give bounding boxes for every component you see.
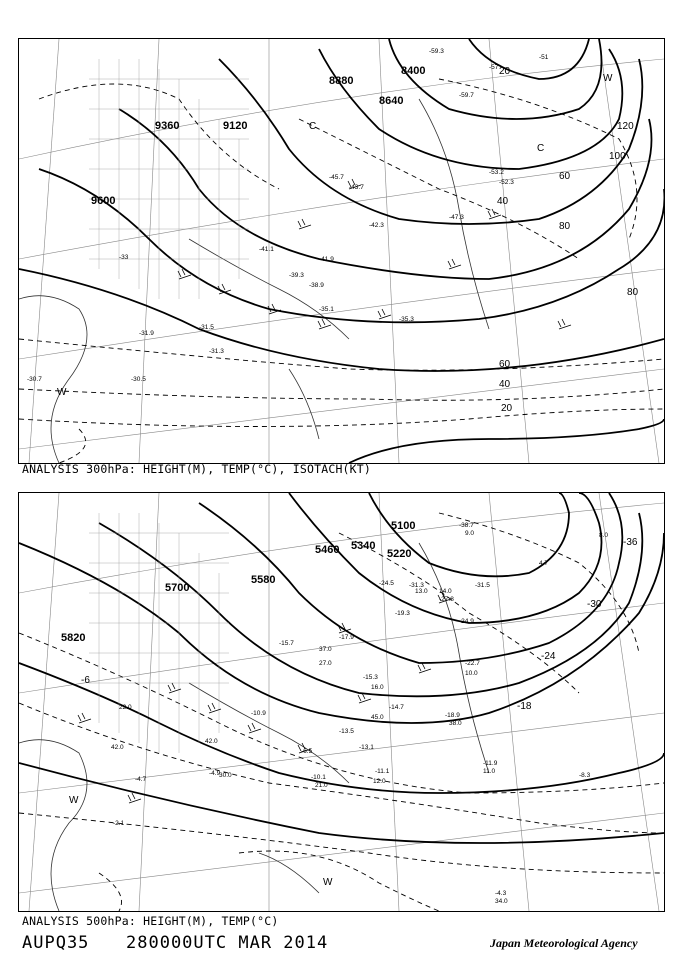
caption-500hpa: ANALYSIS 500hPa: HEIGHT(M), TEMP(°C) — [22, 914, 279, 928]
temp-label: -42.3 — [369, 222, 384, 229]
station-label: -2.1 — [113, 820, 125, 827]
temp-label: -45.7 — [329, 174, 344, 181]
height-label: 8400 — [401, 65, 426, 77]
station-label: -24.9 — [459, 618, 474, 625]
temp-label: -31.3 — [209, 348, 224, 355]
temp-label: -41.1 — [259, 246, 274, 253]
temp-label: -38.9 — [309, 282, 324, 289]
map-500hpa-svg — [19, 493, 664, 911]
height-label: 5100 — [391, 520, 416, 532]
isotach-label: 80 — [559, 221, 571, 232]
height-label: 5580 — [251, 574, 276, 586]
temp-label: -39.3 — [289, 272, 304, 279]
station-value: 10.0 — [465, 670, 478, 677]
station-label: -31.3 — [409, 582, 424, 589]
height-label: 5700 — [165, 582, 190, 594]
station-label: -14.7 — [389, 704, 404, 711]
temp-contour-label: -36 — [623, 537, 638, 548]
temp-label: -47.3 — [449, 214, 464, 221]
temp-label: -31.5 — [199, 324, 214, 331]
isotach-label: 40 — [497, 196, 509, 207]
station-label: -17.9 — [339, 634, 354, 641]
station-value: 30.0 — [219, 772, 232, 779]
height-label: 5220 — [387, 548, 412, 560]
station-label: -8.3 — [579, 772, 591, 779]
warm-mark: W — [69, 795, 79, 806]
station-label: -24.5 — [379, 580, 394, 587]
station-value: 16.0 — [371, 684, 384, 691]
wind-barbs — [78, 593, 451, 803]
isotach-label: 60 — [499, 359, 511, 370]
temp-label: -59.7 — [459, 92, 474, 99]
station-label: -11.9 — [483, 760, 498, 767]
map-300hpa — [18, 38, 665, 464]
station-value: 8.0 — [599, 532, 609, 539]
station-label: -4.9 — [209, 770, 221, 777]
coastline — [19, 99, 489, 463]
station-value: 21.0 — [315, 782, 328, 789]
station-value: 11.0 — [483, 768, 496, 775]
station-value: 42.0 — [111, 744, 124, 751]
station-value: 4.7 — [539, 560, 549, 567]
station-value: 38.0 — [449, 720, 462, 727]
temp-label: -57 — [489, 64, 499, 71]
station-value: 45.0 — [371, 714, 384, 721]
map-500hpa — [18, 492, 665, 912]
station-label: -4.7 — [135, 776, 147, 783]
isotherm-lines — [19, 513, 664, 911]
station-value: 12.0 — [373, 778, 386, 785]
station-label: -15.3 — [363, 674, 378, 681]
temp-label: -35.1 — [319, 306, 334, 313]
station-label: -6.5 — [301, 748, 313, 755]
temp-label: -51 — [539, 54, 549, 61]
temp-label: -35.3 — [399, 316, 414, 323]
station-value: 9.0 — [465, 530, 475, 537]
station-label: -15.7 — [279, 640, 294, 647]
station-label: -38.7 — [459, 522, 474, 529]
station-value: 27.0 — [319, 660, 332, 667]
analysis-time: 280000UTC MAR 2014 — [126, 933, 329, 953]
station-value: 37.0 — [319, 646, 332, 653]
isotach-label: 60 — [559, 171, 571, 182]
temp-contour-label: -6 — [81, 675, 90, 686]
isotach-label: 120 — [617, 121, 634, 132]
temp-label: -52.3 — [499, 179, 514, 186]
height-label: 5340 — [351, 540, 376, 552]
station-label: -10.1 — [311, 774, 326, 781]
isotach-label: 100 — [609, 151, 626, 162]
station-label: -31.5 — [475, 582, 490, 589]
station-label: -18.9 — [445, 712, 460, 719]
map-300hpa-svg — [19, 39, 664, 463]
station-label: -27.8 — [439, 596, 454, 603]
station-label: -4.3 — [495, 890, 507, 897]
station-label: -10.9 — [251, 710, 266, 717]
temp-label: -31.9 — [139, 330, 154, 337]
isotach-label: 40 — [499, 379, 511, 390]
temp-label: -43.7 — [349, 184, 364, 191]
temp-contour-label: -24 — [541, 651, 556, 662]
height-label: 5820 — [61, 632, 86, 644]
isotach-label: 20 — [499, 66, 511, 77]
station-label: -22.7 — [465, 660, 480, 667]
isotach-label: 20 — [501, 403, 513, 414]
hatch-region — [89, 513, 229, 753]
cold-mark: C — [537, 143, 545, 154]
temp-label: -53.2 — [489, 169, 504, 176]
temp-contour-label: -18 — [517, 701, 532, 712]
temp-label: -30.7 — [27, 376, 42, 383]
height-label: 9360 — [155, 120, 180, 132]
station-value: 42.0 — [205, 738, 218, 745]
height-label: 9600 — [91, 195, 116, 207]
height-label: 5460 — [315, 544, 340, 556]
station-label: -11.1 — [375, 768, 390, 775]
temp-label: -41.9 — [319, 256, 334, 263]
height-label: 8640 — [379, 95, 404, 107]
agency-name: Japan Meteorological Agency — [490, 936, 638, 950]
temp-label: -59.3 — [429, 48, 444, 55]
isotach-label: 80 — [627, 287, 639, 298]
station-label: -13.1 — [359, 744, 374, 751]
warm-mark: W — [57, 387, 67, 398]
station-value: 22.0 — [119, 704, 132, 711]
isotherm-lines — [19, 79, 664, 463]
temp-label: -30.5 — [131, 376, 146, 383]
station-label: -13.5 — [339, 728, 354, 735]
station-value: 13.0 — [415, 588, 428, 595]
temp-contour-label: -30 — [587, 599, 602, 610]
temp-label: -33 — [119, 254, 129, 261]
hatch-region — [89, 59, 249, 299]
station-value: 14.0 — [439, 588, 452, 595]
station-value: 34.0 — [495, 898, 508, 905]
height-label: 9120 — [223, 120, 248, 132]
station-label: -19.3 — [395, 610, 410, 617]
cold-mark: C — [309, 121, 317, 132]
bulletin-code: AUPQ35 — [22, 933, 90, 953]
warm-mark: W — [323, 877, 333, 888]
caption-300hpa: ANALYSIS 300hPa: HEIGHT(M), TEMP(°C), ISOTACH(KT) — [22, 462, 372, 476]
warm-mark: W — [603, 73, 613, 84]
height-label: 8880 — [329, 75, 354, 87]
